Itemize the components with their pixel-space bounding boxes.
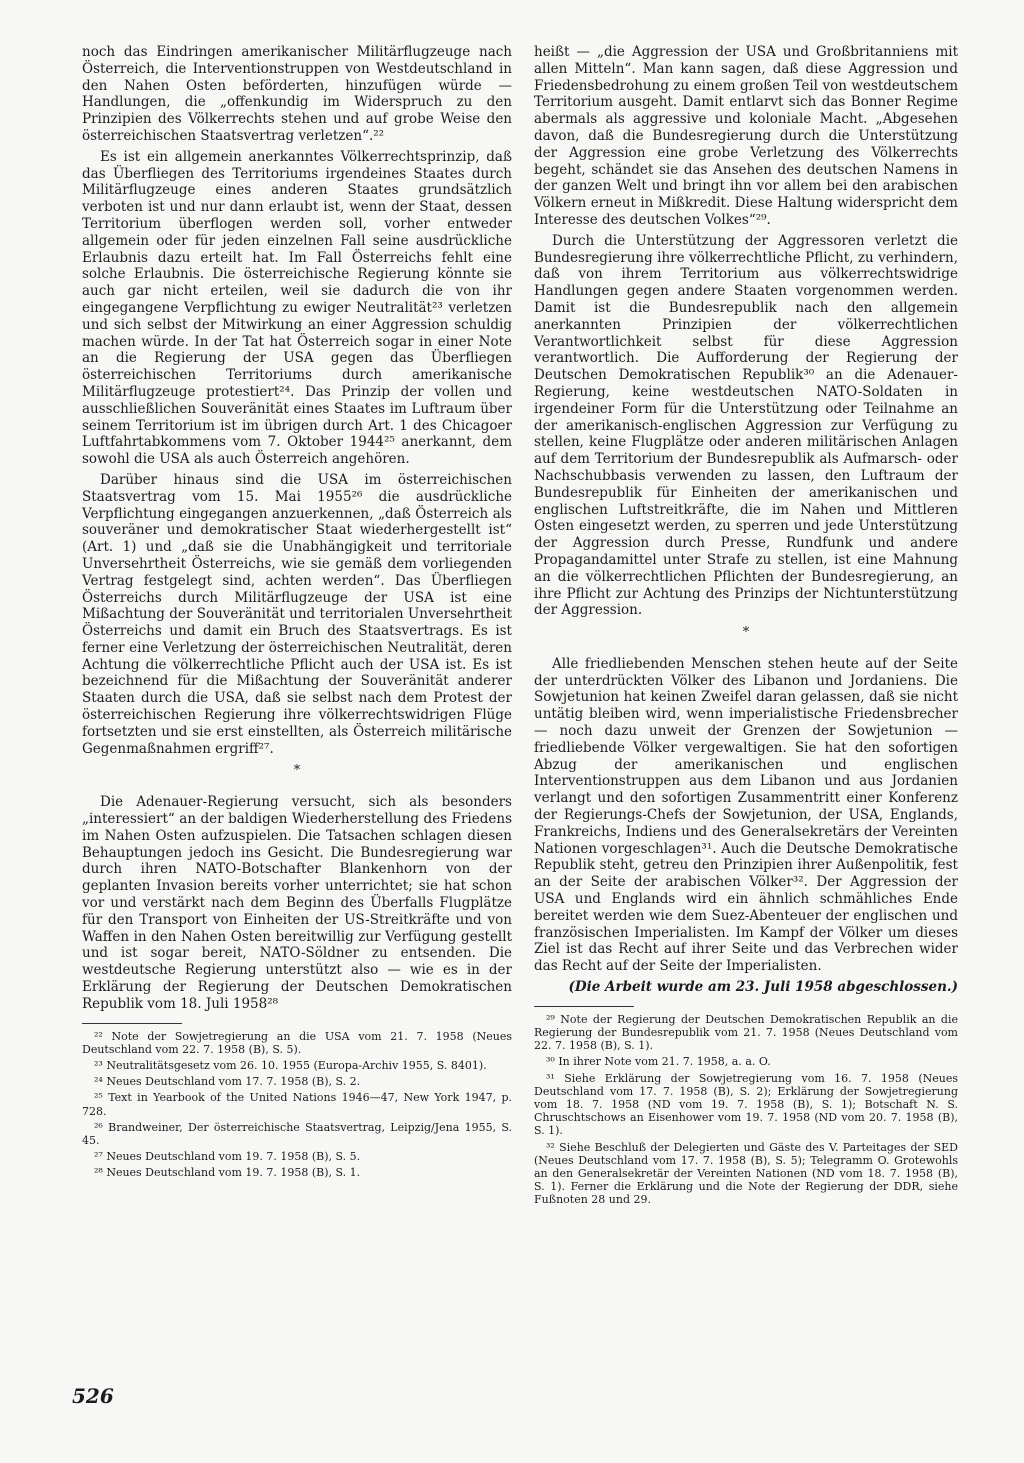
body-paragraph: noch das Eindringen amerikanischer Militärflugzeuge nach Österreich, die Interventionstruppen von Westdeutschland in den Nahen Osten beförderten, hinzufügen würde — Handlungen, die „offenkundig im Widerspruch zu den Prinzipien des Völkerrechts stehen und auf grobe Weise den österreichischen Staatsvertrag verletzen“.²²: [82, 44, 512, 144]
footnote: ²⁴ Neues Deutschland vom 17. 7. 1958 (B), S. 2.: [94, 1075, 361, 1089]
footnote: ³⁰ In ihrer Note vom 21. 7. 1958, a. a. O.: [546, 1055, 771, 1069]
body-paragraph: Es ist ein allgemein anerkanntes Völkerrechtsprinzip, daß das Überfliegen des Territoriums irgendeines Staates durch Militärflugzeuge eines anderen Staates grundsätzlich verboten ist und nur dann erlaubt ist, wenn der Staat, dessen Territorium überflogen werden soll, vorher entweder allgemein oder für jeden einzelnen Fall seine ausdrückliche Erlaubnis dazu erteilt hat. Im Fall Österreichs fehlt eine solche Erlaubnis. Die österreichische Regierung könnte sie auch gar nicht erteilen, weil sie dadurch die von ihr eingegangene Verpflichtung zu ewiger Neutralität²³ verletzen und sich selbst der Mitwirkung an einer Aggression schuldig machen würde. In der Tat hat Österreich sogar in einer Note an die Regierung der USA gegen das Überfliegen österreichischen Territoriums durch amerikanische Militärflugzeuge protestiert²⁴. Das Prinzip der vollen und ausschließlichen Souveränität eines Staates im Luftraum über seinem Territorium ist im übrigen durch Art. 1 des Chicagoer Luftfahrtabkommens vom 7. Oktober 1944²⁵ anerkannt, dem sowohl die USA als auch Österreich angehören.: [82, 148, 512, 468]
footnote: ²³ Neutralitätsgesetz vom 26. 10. 1955 (Europa-Archiv 1955, S. 8401).: [94, 1059, 487, 1073]
footnote-rule: [534, 1006, 634, 1007]
footnote: ²⁵ Text in Yearbook of the United Nations 1946—47, New York 1947, p. 728.: [82, 1091, 512, 1118]
left-column: [82, 44, 512, 1183]
page-number: 526: [72, 1384, 114, 1408]
section-separator: *: [742, 625, 750, 641]
body-paragraph: Darüber hinaus sind die USA im österreichischen Staatsvertrag vom 15. Mai 1955²⁶ die ausdrückliche Verpflichtung eingegangen anzuerkennen, „daß Österreich als souveräner und demokratischer Staat wiederhergestellt ist“ (Art. 1) und „daß sie die Unabhängigkeit und territoriale Unversehrtheit Österreichs, wie sie gemäß dem vorliegenden Vertrag festgelegt sind, achten werden“. Das Überfliegen Österreichs durch Militärflugzeuge der USA ist eine Mißachtung der Souveränität und territorialen Unversehrtheit Österreichs und damit ein Bruch des Staatsvertrags. Es ist ferner eine Verletzung der österreichischen Neutralität, deren Achtung die völkerrechtliche Pflicht auch der USA ist. Es ist bezeichnend für die Mißachtung der Souveränität anderer Staaten durch die USA, daß sie selbst nach dem Protest der österreichischen Regierung ihre völkerrechtswidrigen Flüge fortsetzten und sie erst einstellten, als Österreich militärische Gegenmaßnahmen ergriff²⁷.: [82, 471, 512, 757]
closing-note: (Die Arbeit wurde am 23. Juli 1958 abgeschlossen.): [568, 979, 958, 996]
right-column: [534, 44, 958, 1210]
footnote: ³¹ Siehe Erklärung der Sowjetregierung vom 16. 7. 1958 (Neues Deutschland vom 17. 7. 1958 (B), S. 2); Erklärung der Sowjetregierung vom 18. 7. 1958 (ND vom 19. 7. 1958 (B), S. 1); Botschaft N. S. Chruschtschows an Eisenhower vom 19. 7. 1958 (ND vom 20. 7. 1958 (B), S. 1).: [534, 1071, 958, 1138]
section-separator: *: [293, 763, 301, 779]
footnote-rule: [82, 1023, 182, 1024]
body-paragraph: heißt — „die Aggression der USA und Großbritanniens mit allen Mitteln“. Man kann sagen, daß diese Aggression und Friedensbedrohung zu einem großen Teil von westdeutschem Territorium ausgeht. Damit entlarvt sich das Bonner Regime abermals als aggressive und koloniale Macht. „Abgesehen davon, daß die Bundesregierung durch die Unterstützung der Aggression eine grobe Verletzung des Völkerrechts begeht, schändet sie das Ansehen des deutschen Namens in der ganzen Welt und bringt ihn vor allem bei den arabischen Völkern erneut in Mißkredit. Diese Haltung widerspricht dem Interesse des deutschen Volkes“²⁹.: [534, 44, 958, 228]
footnote: ²⁷ Neues Deutschland vom 19. 7. 1958 (B), S. 5.: [94, 1150, 361, 1164]
footnote: ²⁶ Brandweiner, Der österreichische Staatsvertrag, Leipzig/Jena 1955, S. 45.: [82, 1120, 512, 1148]
footnote: ²⁸ Neues Deutschland vom 19. 7. 1958 (B), S. 1.: [94, 1166, 361, 1180]
body-paragraph: Die Adenauer-Regierung versucht, sich als besonders „interessiert“ an der baldigen Wiederherstellung des Friedens im Nahen Osten aufzuspielen. Die Tatsachen schlagen diesen Behauptungen jedoch ins Gesicht. Die Bundesregierung war durch ihren NATO-Botschafter Blankenhorn von der geplanten Invasion bereits vorher unterrichtet; sie hat schon vor und verstärkt nach dem Beginn des Überfalls Flugplätze für den Transport von Einheiten der US-Streitkräfte und von Waffen in den Nahen Osten bereitwillig zur Verfügung gestellt und ist sogar bereit, NATO-Söldner zu entsenden. Die westdeutsche Regierung unterstützt also — wie es in der Erklärung der Regierung der Deutschen Demokratischen Republik vom 18. Juli 1958²⁸: [82, 794, 512, 1012]
footnote: ²⁹ Note der Regierung der Deutschen Demokratischen Republik an die Regierung der Bundesrepublik vom 21. 7. 1958 (Neues Deutschland vom 22. 7. 1958 (B), S. 1).: [534, 1012, 958, 1053]
footnote: ³² Siehe Beschluß der Delegierten und Gäste des V. Parteitages der SED (Neues Deutschland vom 17. 7. 1958 (B), S. 5); Telegramm O. Grotewohls an den Generalsekretär der Vereinten Nationen (ND vom 18. 7. 1958 (B), S. 1). Ferner die Erklärung und die Note der Regierung der DDR, siehe Fußnoten 28 und 29.: [534, 1140, 958, 1207]
footnote: ²² Note der Sowjetregierung an die USA vom 21. 7. 1958 (Neues Deutschland vom 22. 7. 1958 (B), S. 5).: [82, 1029, 512, 1056]
body-paragraph: Durch die Unterstützung der Aggressoren verletzt die Bundesregierung ihre völkerrechtliche Pflicht, zu verhindern, daß von ihrem Territorium aus völkerrechtswidrige Handlungen gegen andere Staaten vorgenommen werden. Damit ist die Bundesrepublik nach den allgemein anerkannten Prinzipien der völkerrechtlichen Verantwortlichkeit selbst für diese Aggression verantwortlich. Die Aufforderung der Regierung der Deutschen Demokratischen Republik³⁰ an die Adenauer-Regierung, keine westdeutschen NATO-Soldaten in irgendeiner Form für die Unterstützung oder Teilnahme an der amerikanisch-englischen Aggression zur Verfügung zu stellen, keine Flugplätze oder anderen militärischen Anlagen auf dem Territorium der Bundesrepublik als Aufmarsch- oder Nachschubbasis verwenden zu lassen, den Luftraum der Bundesrepublik für Einheiten der amerikanischen und englischen Luftstreitkräfte, die im Nahen und Mittleren Osten eingesetzt werden, zu sperren und jede Unterstützung der Aggression durch Presse, Rundfunk und andere Propagandamittel unter Strafe zu stellen, ist eine Mahnung an die völkerrechtlichen Pflichten der Bundesregierung, an ihre Pflicht zur Achtung des Prinzips der Nichtunterstützung der Aggression.: [534, 232, 958, 619]
body-paragraph: Alle friedliebenden Menschen stehen heute auf der Seite der unterdrückten Völker des Libanon und Jordaniens. Die Sowjetunion hat keinen Zweifel daran gelassen, daß sie nicht untätig bleiben wird, wenn imperialistische Friedensbrecher — noch dazu unweit der Grenzen der Sowjetunion — friedliebende Völker vergewaltigen. Sie hat den sofortigen Abzug der amerikanischen und englischen Interventionstruppen aus dem Libanon und aus Jordanien verlangt und den sofortigen Zusammentritt einer Konferenz der Regierungs-Chefs der Sowjetunion, der USA, Englands, Frankreichs, Indiens und des Generalsekretärs der Vereinten Nationen vorgeschlagen³¹. Auch die Deutsche Demokratische Republik steht, getreu den Prinzipien ihrer Außenpolitik, fest an der Seite der arabischen Völker³². Der Aggression der USA und Englands wird ein ähnlich schmähliches Ende bereitet werden wie dem Suez-Abenteuer der englischen und französischen Imperialisten. Im Kampf der Völker um dieses Ziel ist das Recht auf ihrer Seite und das Verbrechen wider das Recht auf der Seite der Imperialisten.: [534, 655, 958, 975]
